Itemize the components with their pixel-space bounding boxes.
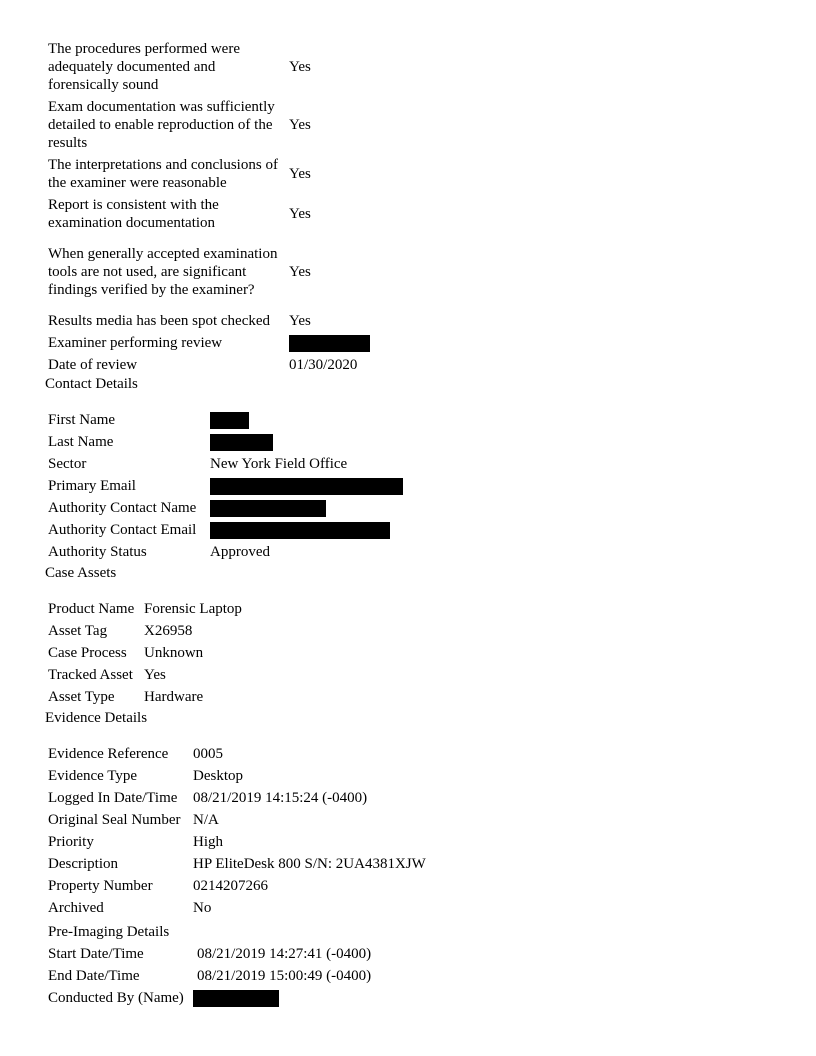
redacted-block (210, 478, 403, 495)
priority-label: Priority (48, 834, 94, 850)
redacted-block (193, 990, 279, 1007)
end-datetime-value: 08/21/2019 15:00:49 (-0400) (197, 968, 372, 984)
review-question: When generally accepted examination tools are not used, are significant findings verified by the examiner? (48, 246, 278, 298)
case-process-label: Case Process (48, 645, 127, 661)
authority-contact-name-label: Authority Contact Name (48, 500, 197, 516)
property-number-value: 0214207266 (193, 878, 268, 894)
review-answer: Yes (289, 264, 311, 280)
review-row (48, 354, 370, 376)
archived-label: Archived (48, 900, 104, 916)
review-row (48, 310, 370, 332)
pre-imaging-table (48, 921, 371, 1009)
case-process-value: Unknown (144, 645, 204, 661)
asset-tag-value: X26958 (144, 623, 193, 639)
review-answer: Yes (289, 313, 311, 329)
sector-label: Sector (48, 456, 87, 472)
asset-type-value: Hardware (144, 689, 204, 705)
tracked-asset-label: Tracked Asset (48, 667, 133, 683)
evidence-reference-value: 0005 (193, 746, 223, 762)
review-answer: Yes (289, 117, 311, 133)
case-assets-heading: Case Assets (45, 565, 117, 581)
review-date-label: Date of review (48, 357, 138, 373)
redacted-block (210, 412, 249, 429)
redacted-block (289, 335, 370, 352)
last-name-label: Last Name (48, 434, 114, 450)
review-row (48, 332, 370, 354)
review-answer: Yes (289, 206, 311, 222)
redacted-block (210, 434, 273, 451)
property-number-label: Property Number (48, 878, 153, 894)
review-row (48, 38, 370, 96)
review-answer: Yes (289, 166, 311, 182)
description-label: Description (48, 856, 118, 872)
evidence-type-value: Desktop (193, 768, 243, 784)
evidence-details-table (48, 743, 426, 919)
product-name-value: Forensic Laptop (144, 601, 242, 617)
product-name-label: Product Name (48, 601, 135, 617)
review-row (48, 96, 370, 154)
asset-tag-label: Asset Tag (48, 623, 108, 639)
review-table (48, 38, 370, 376)
archived-value: No (193, 900, 212, 916)
review-answer: Yes (289, 59, 311, 75)
evidence-reference-label: Evidence Reference (48, 746, 169, 762)
evidence-details-heading: Evidence Details (45, 710, 148, 726)
asset-type-label: Asset Type (48, 689, 115, 705)
redacted-block (210, 500, 326, 517)
start-datetime-label: Start Date/Time (48, 946, 144, 962)
primary-email-label: Primary Email (48, 478, 136, 494)
logged-in-value: 08/21/2019 14:15:24 (-0400) (193, 790, 368, 806)
case-assets-table (48, 598, 242, 708)
seal-number-value: N/A (193, 812, 219, 828)
review-question: The interpretations and conclusions of the examiner were reasonable (48, 157, 278, 191)
redacted-block (210, 522, 390, 539)
priority-value: High (193, 834, 223, 850)
authority-contact-email-label: Authority Contact Email (48, 522, 197, 538)
review-question: Results media has been spot checked (48, 313, 271, 329)
sector-value: New York Field Office (210, 456, 348, 472)
pre-imaging-heading: Pre-Imaging Details (48, 924, 170, 940)
seal-number-label: Original Seal Number (48, 812, 181, 828)
review-row (48, 234, 370, 310)
review-question: Exam documentation was sufficiently detailed to enable reproduction of the results (48, 99, 275, 151)
conducted-by-label: Conducted By (Name) (48, 990, 184, 1006)
logged-in-label: Logged In Date/Time (48, 790, 178, 806)
start-datetime-value: 08/21/2019 14:27:41 (-0400) (197, 946, 372, 962)
first-name-label: First Name (48, 412, 116, 428)
description-value: HP EliteDesk 800 S/N: 2UA4381XJW (193, 856, 426, 872)
end-datetime-label: End Date/Time (48, 968, 140, 984)
authority-status-label: Authority Status (48, 544, 147, 560)
review-question: The procedures performed were adequately documented and forensically sound (48, 41, 240, 93)
review-row (48, 194, 370, 234)
review-question: Report is consistent with the examination documentation (48, 197, 219, 231)
examiner-label: Examiner performing review (48, 335, 223, 351)
authority-status-value: Approved (210, 544, 270, 560)
review-date-value: 01/30/2020 (289, 357, 358, 373)
evidence-type-label: Evidence Type (48, 768, 138, 784)
tracked-asset-value: Yes (144, 667, 166, 683)
contact-details-table (48, 409, 403, 563)
review-row (48, 154, 370, 194)
contact-details-heading: Contact Details (45, 376, 138, 392)
